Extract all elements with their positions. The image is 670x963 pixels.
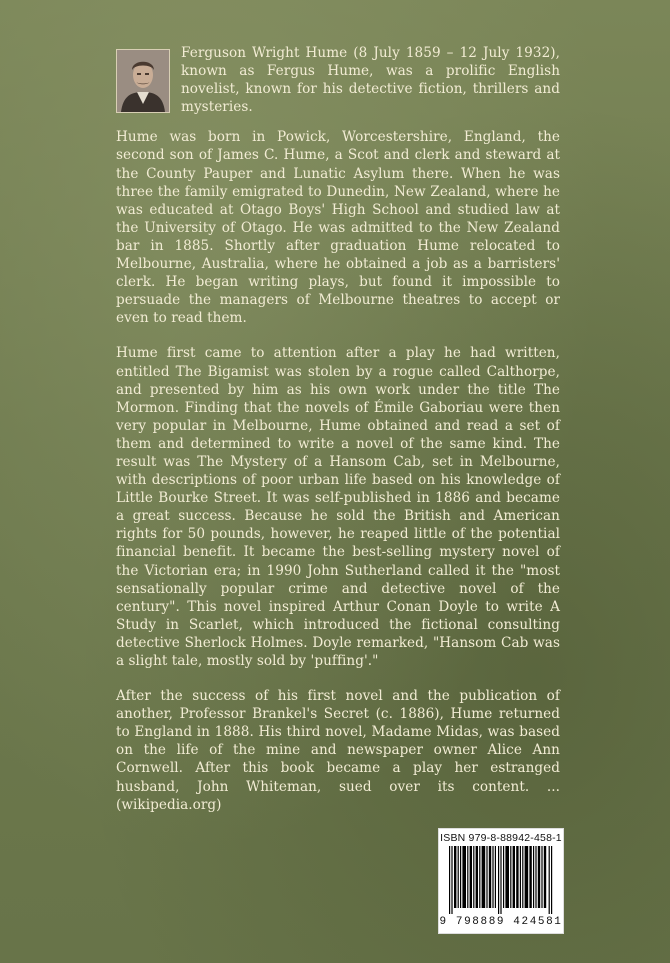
author-biography — [116, 44, 560, 831]
bio-paragraph-intro: Ferguson Wright Hume (8 July 1859 – 12 July 1932), known as Fergus Hume, was a prolific English novelist, known for his detective fiction, thrillers and mysteries. — [181, 45, 560, 116]
isbn-label: ISBN 979-8-88942-458-1 — [440, 832, 562, 844]
bio-paragraph-early-life: Hume was born in Powick, Worcestershire, England, the second son of James C. Hume, a Scot and clerk and steward at the County Pauper and Lunatic Asylum there. When he was three the family emigrated to Dunedin, New Zealand, where he was educated at Otago Boys' High School and studied law at the University of Otago. He was admitted to the New Zealand bar in 1885. Shortly after graduation Hume relocated to Melbourne, Australia, where he obtained a job as a barristers' clerk. He began writing plays, but found it impossible to persuade the managers of Melbourne theatres to accept or even to read them. — [116, 129, 560, 327]
isbn-barcode — [438, 828, 564, 934]
portrait-icon — [117, 50, 169, 112]
barcode-digits: 9 798889 424581 — [439, 916, 563, 928]
author-portrait — [116, 49, 170, 113]
bio-paragraph-later-life: After the success of his first novel and the publication of another, Professor Brankel's Secret (c. 1886), Hume returned to England in 1888. His third novel, Madame Midas, was based on the life of the mine and newspaper owner Alice Ann Cornwell. After this book became a play her estranged husband, John Whiteman, sued over its content. ...(wikipedia.org) — [116, 688, 560, 813]
barcode-bars-icon — [447, 846, 555, 914]
bio-paragraph-career: Hume first came to attention after a play he had written, entitled The Bigamist was stolen by a rogue called Calthorpe, and presented by him as his own work under the title The Mormon. Finding that the novels of Émile Gaboriau were then very popular in Melbourne, Hume obtained and read a set of them and determined to write a novel of the same kind. The result was The Mystery of a Hansom Cab, set in Melbourne, with descriptions of poor urban life based on his knowledge of Little Bourke Street. It was self-published in 1886 and became a great success. Because he sold the British and American rights for 50 pounds, however, he reaped little of the potential financial benefit. It became the best-selling mystery novel of the Victorian era; in 1990 John Sutherland called it the "most sensationally popular crime and detective novel of the century". This novel inspired Arthur Conan Doyle to write A Study in Scarlet, which introduced the fictional consulting detective Sherlock Holmes. Doyle remarked, "Hansom Cab was a slight tale, mostly sold by 'puffing'." — [116, 345, 560, 669]
